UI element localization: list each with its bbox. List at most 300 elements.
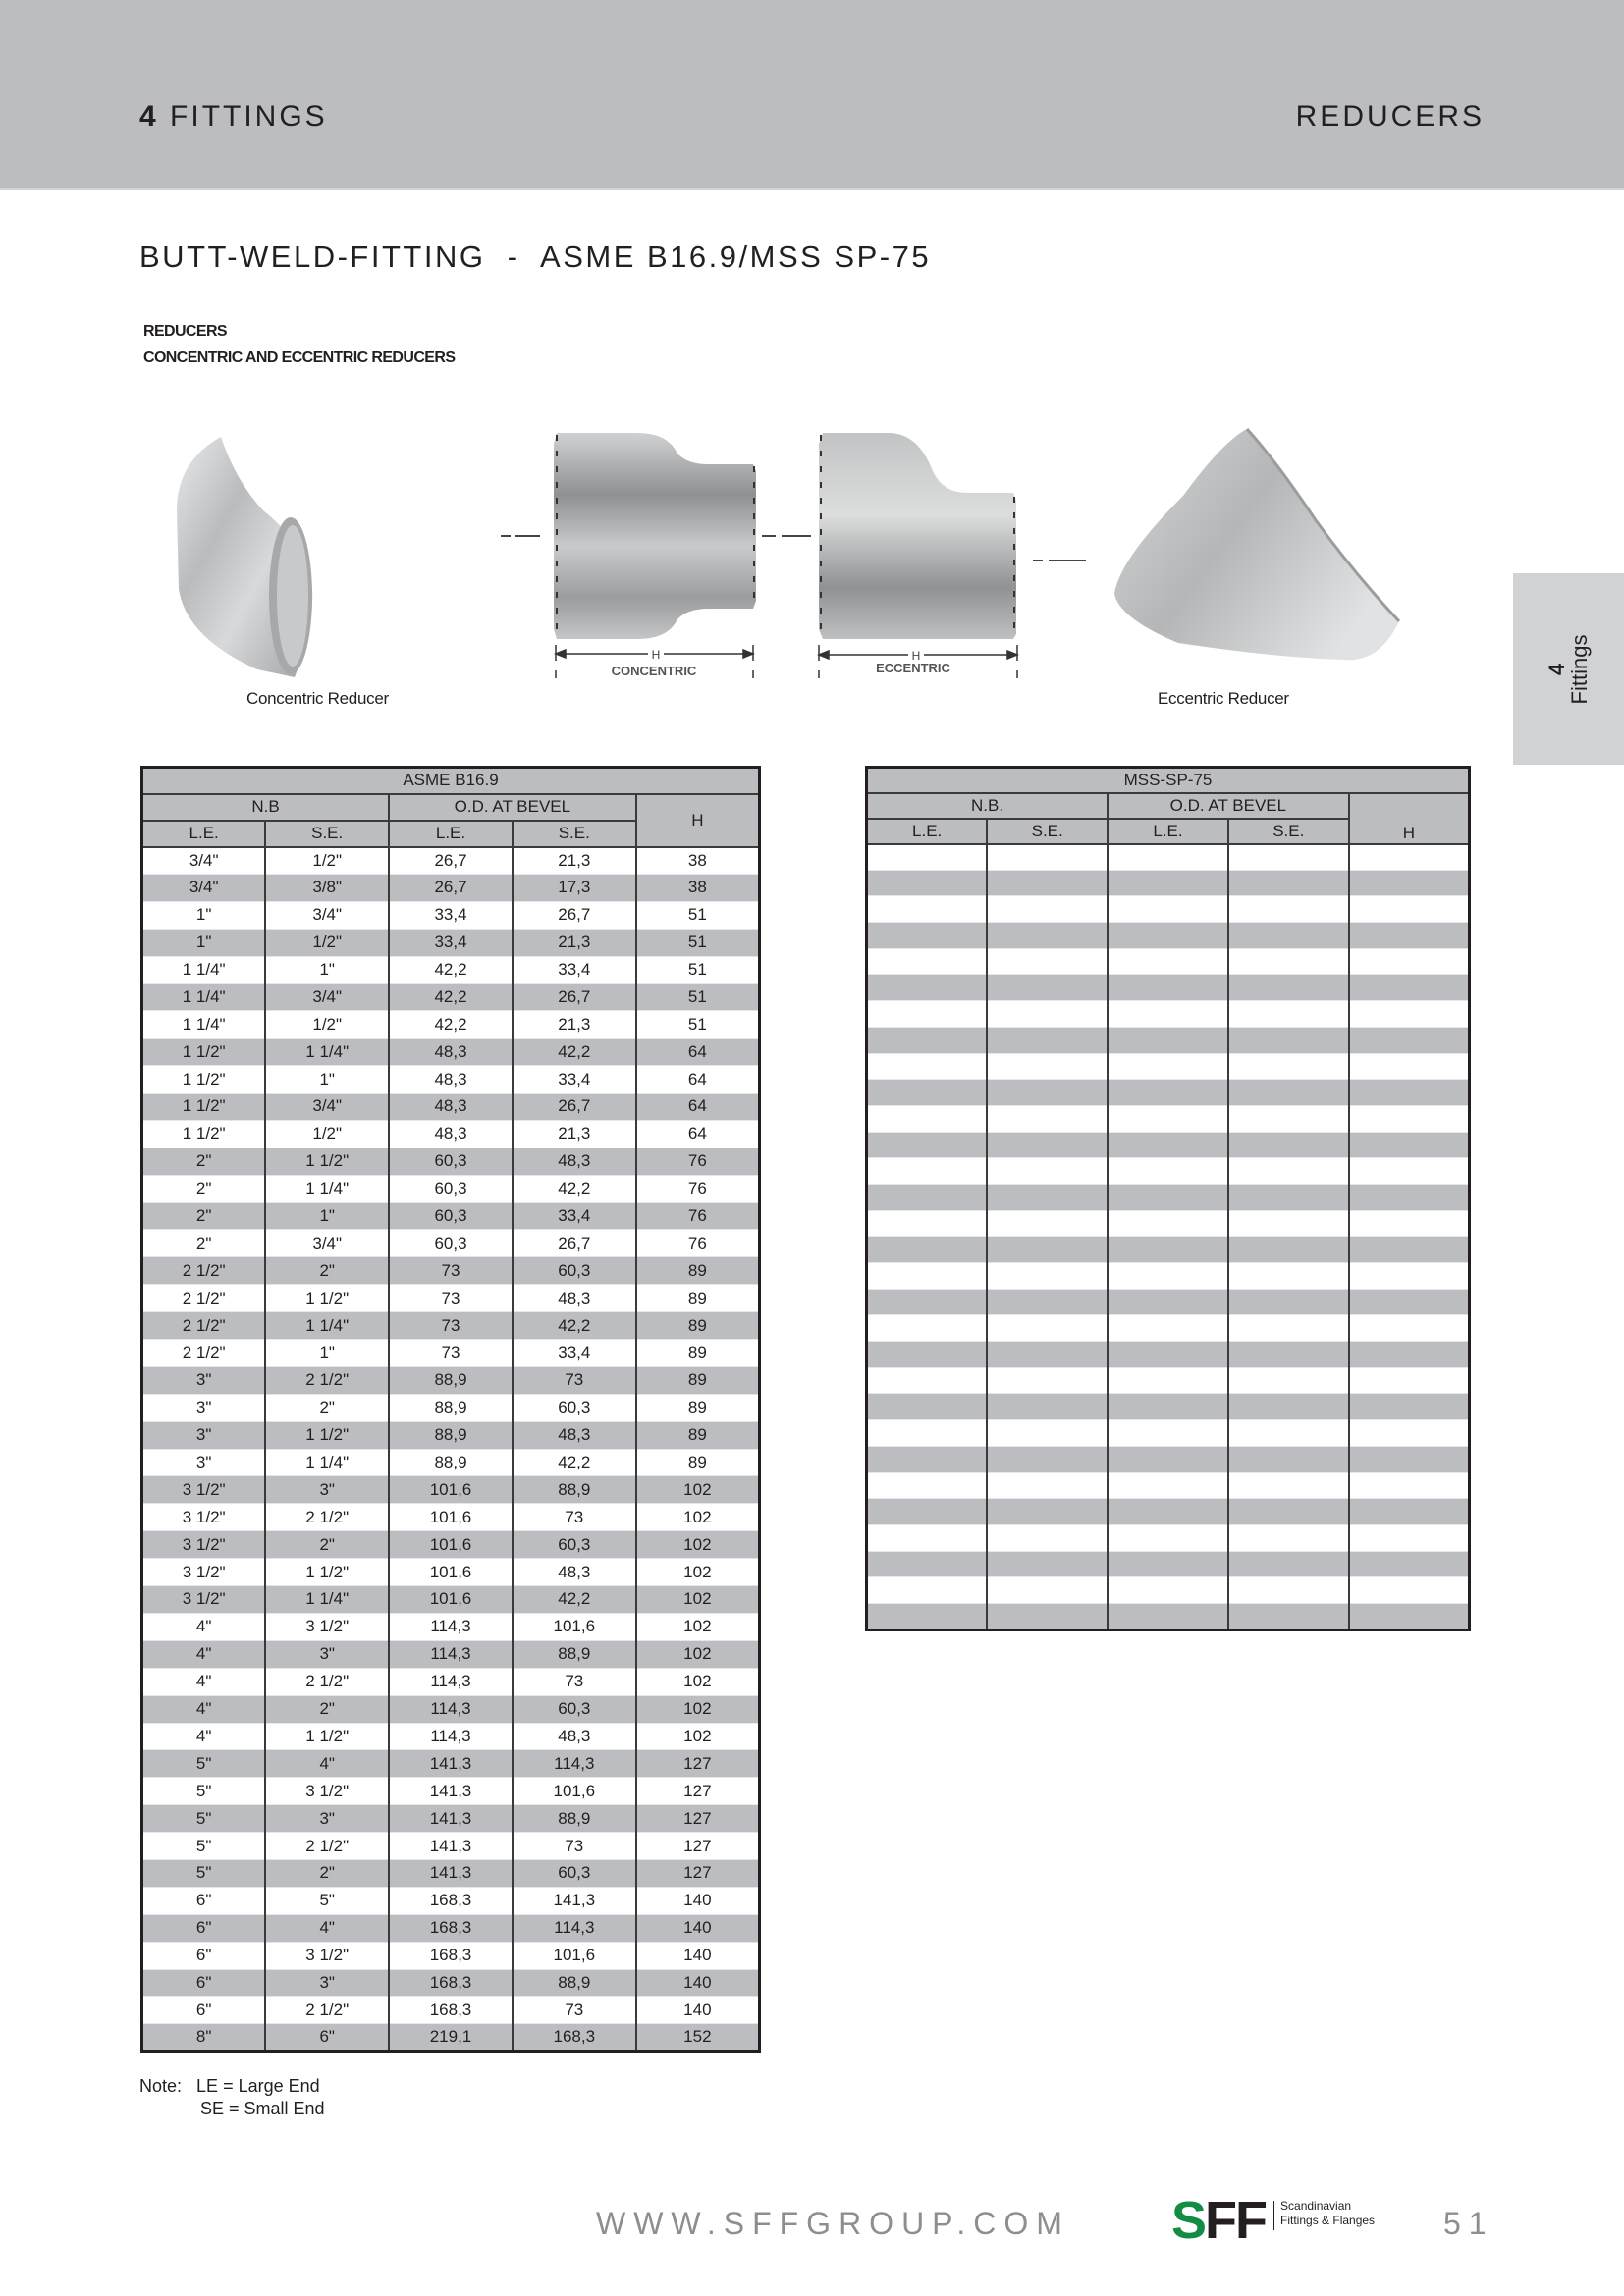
table-cell: 33,4 xyxy=(389,901,513,929)
table-row xyxy=(142,1094,760,1121)
table-cell: 48,3 xyxy=(513,1421,636,1449)
empty-table-cell xyxy=(1108,1367,1228,1394)
table-cell: 2 1/2" xyxy=(142,1285,266,1312)
table-cell: 64 xyxy=(636,1094,760,1121)
table-cell: 48,3 xyxy=(389,1066,513,1094)
empty-table-cell xyxy=(987,1446,1108,1472)
empty-table-row xyxy=(867,1603,1470,1629)
empty-table-cell xyxy=(1108,1289,1228,1315)
table-cell: 73 xyxy=(513,1366,636,1394)
table-cell: 76 xyxy=(636,1230,760,1257)
table-cell: 1 1/2" xyxy=(265,1421,389,1449)
empty-table-cell xyxy=(867,1132,988,1158)
empty-table-cell xyxy=(1108,1158,1228,1185)
table-cell: 127 xyxy=(636,1750,760,1778)
table-cell: 2 1/2" xyxy=(265,1833,389,1860)
empty-table-cell xyxy=(1349,1080,1470,1106)
asme-group-od: O.D. AT BEVEL xyxy=(389,794,636,821)
table-cell: 3 1/2" xyxy=(265,1778,389,1805)
table-cell: 2 1/2" xyxy=(265,1668,389,1695)
table-cell: 101,6 xyxy=(513,1942,636,1969)
table-cell: 3" xyxy=(265,1640,389,1668)
empty-table-cell xyxy=(1228,1184,1349,1210)
empty-table-cell xyxy=(1228,1551,1349,1577)
table-cell: 89 xyxy=(636,1394,760,1421)
empty-table-cell xyxy=(867,1420,988,1447)
empty-table-row xyxy=(867,975,1470,1001)
empty-table-cell xyxy=(1349,1446,1470,1472)
table-cell: 141,3 xyxy=(389,1833,513,1860)
table-row xyxy=(142,1723,760,1750)
table-cell: 88,9 xyxy=(389,1449,513,1476)
empty-table-row xyxy=(867,1472,1470,1499)
empty-table-cell xyxy=(1228,1446,1349,1472)
note-label: Note: xyxy=(139,2076,183,2096)
empty-table-cell xyxy=(867,1499,988,1525)
empty-table-cell xyxy=(1108,870,1228,896)
section-title: FITTINGS xyxy=(170,100,328,133)
table-cell: 5" xyxy=(142,1805,266,1833)
table-cell: 114,3 xyxy=(389,1613,513,1640)
table-row xyxy=(142,1997,760,2024)
empty-table-cell xyxy=(1349,1499,1470,1525)
asme-col-nb-le: L.E. xyxy=(142,821,266,847)
empty-table-cell xyxy=(1349,1001,1470,1028)
table-cell: 60,3 xyxy=(389,1202,513,1230)
empty-table-cell xyxy=(1228,1105,1349,1132)
table-cell: 6" xyxy=(142,1914,266,1942)
table-row xyxy=(142,1120,760,1148)
table-row xyxy=(142,929,760,956)
table-cell: 89 xyxy=(636,1366,760,1394)
table-cell: 1 1/4" xyxy=(142,956,266,984)
table-cell: 1 1/4" xyxy=(265,1039,389,1066)
empty-table-cell xyxy=(1349,975,1470,1001)
table-row xyxy=(142,1833,760,1860)
table-cell: 76 xyxy=(636,1175,760,1202)
table-row xyxy=(142,1887,760,1914)
table-cell: 2" xyxy=(142,1202,266,1230)
table-cell: 2" xyxy=(142,1148,266,1175)
table-cell: 102 xyxy=(636,1504,760,1531)
empty-table-cell xyxy=(987,1420,1108,1447)
table-cell: 2" xyxy=(265,1695,389,1723)
table-row xyxy=(142,956,760,984)
table-cell: 141,3 xyxy=(389,1750,513,1778)
empty-table-cell xyxy=(1228,1394,1349,1420)
empty-table-cell xyxy=(987,1105,1108,1132)
table-cell: 73 xyxy=(513,1997,636,2024)
table-cell: 60,3 xyxy=(389,1175,513,1202)
chapter-tab-label: Fittings xyxy=(1567,634,1592,705)
empty-table-cell xyxy=(1228,1210,1349,1237)
table-cell: 88,9 xyxy=(389,1421,513,1449)
logo-line-2: Fittings & Flanges xyxy=(1280,2214,1376,2227)
table-cell: 88,9 xyxy=(389,1394,513,1421)
empty-table-row xyxy=(867,1080,1470,1106)
empty-table-cell xyxy=(867,870,988,896)
asme-col-h: H xyxy=(636,794,760,847)
table-row xyxy=(142,1312,760,1340)
table-cell: 168,3 xyxy=(389,1887,513,1914)
empty-table-cell xyxy=(987,844,1108,871)
table-cell: 152 xyxy=(636,2024,760,2052)
table-row xyxy=(142,1175,760,1202)
table-row xyxy=(142,1285,760,1312)
empty-table-cell xyxy=(1108,948,1228,975)
empty-table-cell xyxy=(867,1472,988,1499)
empty-table-cell xyxy=(1108,844,1228,871)
table-cell: 42,2 xyxy=(389,1011,513,1039)
asme-table-title: ASME B16.9 xyxy=(142,768,760,794)
empty-table-cell xyxy=(1228,1499,1349,1525)
h-label-concentric: H xyxy=(651,648,661,662)
table-row xyxy=(142,1340,760,1367)
empty-table-row xyxy=(867,1053,1470,1080)
empty-table-cell xyxy=(1228,948,1349,975)
table-cell: 140 xyxy=(636,1914,760,1942)
empty-table-cell xyxy=(1108,1394,1228,1420)
empty-table-cell xyxy=(1108,1132,1228,1158)
empty-table-cell xyxy=(867,1551,988,1577)
table-cell: 3/4" xyxy=(265,1094,389,1121)
table-row xyxy=(142,984,760,1011)
empty-table-cell xyxy=(867,1342,988,1368)
table-row xyxy=(142,1066,760,1094)
table-row xyxy=(142,1202,760,1230)
table-cell: 102 xyxy=(636,1476,760,1504)
empty-table-cell xyxy=(1108,1472,1228,1499)
empty-table-cell xyxy=(987,948,1108,975)
table-cell: 3" xyxy=(142,1394,266,1421)
table-cell: 38 xyxy=(636,847,760,875)
empty-table-cell xyxy=(867,1080,988,1106)
table-row xyxy=(142,1914,760,1942)
table-row xyxy=(142,1969,760,1997)
table-cell: 4" xyxy=(265,1914,389,1942)
empty-table-cell xyxy=(1349,1394,1470,1420)
table-cell: 60,3 xyxy=(513,1394,636,1421)
empty-table-cell xyxy=(1349,1472,1470,1499)
empty-table-cell xyxy=(1349,948,1470,975)
empty-table-cell xyxy=(1108,1053,1228,1080)
table-cell: 88,9 xyxy=(513,1476,636,1504)
table-cell: 51 xyxy=(636,956,760,984)
empty-table-cell xyxy=(1228,1027,1349,1053)
eccentric-diagram xyxy=(819,433,1016,639)
table-cell: 127 xyxy=(636,1859,760,1887)
empty-table-cell xyxy=(987,923,1108,949)
table-cell: 60,3 xyxy=(389,1148,513,1175)
empty-table-cell xyxy=(1349,1603,1470,1629)
table-cell: 3 1/2" xyxy=(142,1476,266,1504)
table-cell: 73 xyxy=(389,1340,513,1367)
empty-table-row xyxy=(867,1394,1470,1420)
empty-table-row xyxy=(867,1237,1470,1263)
mss-table-body xyxy=(867,844,1470,1630)
empty-table-cell xyxy=(1349,1105,1470,1132)
empty-table-cell xyxy=(1349,1132,1470,1158)
table-cell: 1 1/2" xyxy=(142,1039,266,1066)
table-cell: 60,3 xyxy=(513,1531,636,1559)
table-cell: 3 1/2" xyxy=(142,1531,266,1559)
mss-col-h: H xyxy=(1349,793,1470,844)
table-cell: 51 xyxy=(636,1011,760,1039)
empty-table-cell xyxy=(1228,923,1349,949)
table-cell: 3" xyxy=(142,1366,266,1394)
empty-table-cell xyxy=(1349,1577,1470,1604)
table-cell: 48,3 xyxy=(389,1039,513,1066)
table-cell: 21,3 xyxy=(513,929,636,956)
table-cell: 219,1 xyxy=(389,2024,513,2052)
table-cell: 64 xyxy=(636,1066,760,1094)
table-cell: 127 xyxy=(636,1805,760,1833)
table-cell: 168,3 xyxy=(389,1969,513,1997)
table-cell: 2" xyxy=(265,1257,389,1285)
empty-table-row xyxy=(867,1210,1470,1237)
empty-table-cell xyxy=(987,1001,1108,1028)
table-cell: 48,3 xyxy=(513,1285,636,1312)
empty-table-cell xyxy=(1228,1237,1349,1263)
empty-table-cell xyxy=(1108,1001,1228,1028)
table-cell: 33,4 xyxy=(513,1340,636,1367)
table-cell: 48,3 xyxy=(513,1559,636,1586)
table-cell: 101,6 xyxy=(389,1476,513,1504)
empty-table-cell xyxy=(867,948,988,975)
empty-table-cell xyxy=(1108,1499,1228,1525)
mss-table-title: MSS-SP-75 xyxy=(867,768,1470,793)
empty-table-cell xyxy=(867,1210,988,1237)
empty-table-cell xyxy=(1228,1001,1349,1028)
eccentric-diagram-label: ECCENTRIC xyxy=(876,661,950,675)
empty-table-cell xyxy=(987,975,1108,1001)
table-cell: 38 xyxy=(636,874,760,901)
empty-table-cell xyxy=(867,1289,988,1315)
empty-table-cell xyxy=(987,1027,1108,1053)
table-cell: 3" xyxy=(265,1805,389,1833)
mss-group-nb: N.B. xyxy=(867,793,1109,819)
empty-table-cell xyxy=(987,1289,1108,1315)
table-cell: 8" xyxy=(142,2024,266,2052)
table-cell: 102 xyxy=(636,1695,760,1723)
empty-table-cell xyxy=(867,1446,988,1472)
empty-table-cell xyxy=(987,1367,1108,1394)
table-cell: 42,2 xyxy=(389,956,513,984)
empty-table-cell xyxy=(867,1105,988,1132)
empty-table-cell xyxy=(1349,896,1470,923)
empty-table-cell xyxy=(1349,1289,1470,1315)
empty-table-cell xyxy=(1228,1315,1349,1342)
empty-table-row xyxy=(867,1315,1470,1342)
table-row xyxy=(142,1504,760,1531)
table-cell: 17,3 xyxy=(513,874,636,901)
table-cell: 26,7 xyxy=(389,847,513,875)
table-cell: 3" xyxy=(142,1421,266,1449)
section-heading xyxy=(139,100,328,133)
empty-table-cell xyxy=(987,1603,1108,1629)
table-cell: 114,3 xyxy=(389,1668,513,1695)
subtitle-reducers: REDUCERS xyxy=(143,323,227,340)
table-cell: 88,9 xyxy=(389,1366,513,1394)
table-row xyxy=(142,1586,760,1614)
table-cell: 2" xyxy=(142,1230,266,1257)
table-cell: 73 xyxy=(513,1668,636,1695)
table-cell: 88,9 xyxy=(513,1805,636,1833)
table-row xyxy=(142,1421,760,1449)
empty-table-row xyxy=(867,1551,1470,1577)
empty-table-row xyxy=(867,1105,1470,1132)
table-cell: 42,2 xyxy=(513,1586,636,1614)
empty-table-cell xyxy=(987,1053,1108,1080)
table-cell: 73 xyxy=(389,1285,513,1312)
empty-table-row xyxy=(867,1446,1470,1472)
table-cell: 1 1/4" xyxy=(265,1449,389,1476)
empty-table-row xyxy=(867,1184,1470,1210)
asme-table-body xyxy=(142,847,760,2052)
empty-table-cell xyxy=(1349,923,1470,949)
table-row xyxy=(142,1613,760,1640)
empty-table-row xyxy=(867,1524,1470,1551)
empty-table-cell xyxy=(1349,1342,1470,1368)
table-cell: 1 1/2" xyxy=(265,1559,389,1586)
table-cell: 102 xyxy=(636,1723,760,1750)
table-cell: 114,3 xyxy=(389,1723,513,1750)
concentric-reducer-photo xyxy=(177,437,312,677)
table-cell: 114,3 xyxy=(389,1640,513,1668)
empty-table-cell xyxy=(987,1184,1108,1210)
reducer-illustration xyxy=(0,412,1624,736)
empty-table-cell xyxy=(1108,1577,1228,1604)
sff-logo xyxy=(1171,2191,1376,2250)
table-cell: 60,3 xyxy=(513,1257,636,1285)
empty-table-cell xyxy=(867,896,988,923)
table-cell: 4" xyxy=(265,1750,389,1778)
table-cell: 3/4" xyxy=(142,847,266,875)
empty-table-cell xyxy=(867,923,988,949)
table-cell: 1 1/4" xyxy=(265,1175,389,1202)
empty-table-cell xyxy=(1108,1315,1228,1342)
table-cell: 42,2 xyxy=(389,984,513,1011)
mss-col-nb-se: S.E. xyxy=(987,819,1108,844)
empty-table-row xyxy=(867,1367,1470,1394)
table-cell: 3 1/2" xyxy=(142,1586,266,1614)
page-title: BUTT-WELD-FITTING - ASME B16.9/MSS SP-75 xyxy=(139,240,932,274)
empty-table-cell xyxy=(1349,1551,1470,1577)
concentric-diagram xyxy=(554,433,756,639)
empty-table-cell xyxy=(1349,1053,1470,1080)
table-cell: 89 xyxy=(636,1257,760,1285)
topic-heading: REDUCERS xyxy=(1295,100,1485,133)
table-cell: 51 xyxy=(636,901,760,929)
table-cell: 3 1/2" xyxy=(142,1559,266,1586)
empty-table-cell xyxy=(867,1603,988,1629)
empty-table-cell xyxy=(867,1053,988,1080)
empty-table-cell xyxy=(1349,1237,1470,1263)
note-line-1: LE = Large End xyxy=(196,2076,320,2096)
table-cell: 5" xyxy=(142,1778,266,1805)
empty-table-cell xyxy=(1349,1524,1470,1551)
empty-table-cell xyxy=(867,1158,988,1185)
table-cell: 42,2 xyxy=(513,1312,636,1340)
empty-table-cell xyxy=(1349,844,1470,871)
table-cell: 26,7 xyxy=(513,1094,636,1121)
table-cell: 127 xyxy=(636,1778,760,1805)
mss-col-od-se: S.E. xyxy=(1228,819,1349,844)
table-cell: 33,4 xyxy=(513,956,636,984)
table-cell: 42,2 xyxy=(513,1039,636,1066)
empty-table-cell xyxy=(987,1132,1108,1158)
mss-sp-75-table xyxy=(865,766,1471,1631)
empty-table-cell xyxy=(1228,844,1349,871)
empty-table-cell xyxy=(987,896,1108,923)
table-row xyxy=(142,1476,760,1504)
mss-col-nb-le: L.E. xyxy=(867,819,988,844)
table-cell: 1/2" xyxy=(265,929,389,956)
table-cell: 141,3 xyxy=(389,1778,513,1805)
table-cell: 114,3 xyxy=(513,1914,636,1942)
empty-table-row xyxy=(867,1132,1470,1158)
table-cell: 5" xyxy=(265,1887,389,1914)
table-cell: 140 xyxy=(636,1997,760,2024)
table-cell: 114,3 xyxy=(389,1695,513,1723)
website-link[interactable]: WWW.SFFGROUP.COM xyxy=(596,2206,1070,2241)
page-number: 51 xyxy=(1443,2206,1494,2241)
section-number: 4 xyxy=(139,100,159,133)
empty-table-cell xyxy=(867,1315,988,1342)
reducer-figure xyxy=(0,412,1624,736)
table-cell: 114,3 xyxy=(513,1750,636,1778)
empty-table-cell xyxy=(1228,1603,1349,1629)
empty-table-row xyxy=(867,844,1470,871)
empty-table-cell xyxy=(1108,1603,1228,1629)
table-cell: 48,3 xyxy=(513,1723,636,1750)
empty-table-cell xyxy=(987,1577,1108,1604)
empty-table-row xyxy=(867,923,1470,949)
empty-table-cell xyxy=(867,975,988,1001)
table-row xyxy=(142,1859,760,1887)
table-row xyxy=(142,1750,760,1778)
table-cell: 168,3 xyxy=(389,1942,513,1969)
empty-table-cell xyxy=(1349,1184,1470,1210)
table-cell: 89 xyxy=(636,1340,760,1367)
empty-table-cell xyxy=(1228,1524,1349,1551)
concentric-diagram-label: CONCENTRIC xyxy=(611,664,697,678)
empty-table-cell xyxy=(987,1524,1108,1551)
table-cell: 141,3 xyxy=(389,1805,513,1833)
table-cell: 64 xyxy=(636,1039,760,1066)
table-cell: 89 xyxy=(636,1312,760,1340)
table-cell: 48,3 xyxy=(389,1120,513,1148)
empty-table-cell xyxy=(1108,1210,1228,1237)
empty-table-cell xyxy=(1228,1080,1349,1106)
table-cell: 1 1/2" xyxy=(142,1066,266,1094)
table-cell: 60,3 xyxy=(389,1230,513,1257)
table-cell: 1 1/2" xyxy=(265,1148,389,1175)
eccentric-caption: Eccentric Reducer xyxy=(1158,689,1289,708)
table-cell: 168,3 xyxy=(513,2024,636,2052)
table-cell: 5" xyxy=(142,1833,266,1860)
empty-table-row xyxy=(867,1420,1470,1447)
empty-table-cell xyxy=(987,1499,1108,1525)
table-cell: 48,3 xyxy=(389,1094,513,1121)
table-row xyxy=(142,1449,760,1476)
empty-table-cell xyxy=(867,1263,988,1290)
table-cell: 101,6 xyxy=(389,1504,513,1531)
empty-table-row xyxy=(867,896,1470,923)
table-cell: 33,4 xyxy=(513,1066,636,1094)
empty-table-cell xyxy=(1228,1289,1349,1315)
table-cell: 6" xyxy=(142,1997,266,2024)
